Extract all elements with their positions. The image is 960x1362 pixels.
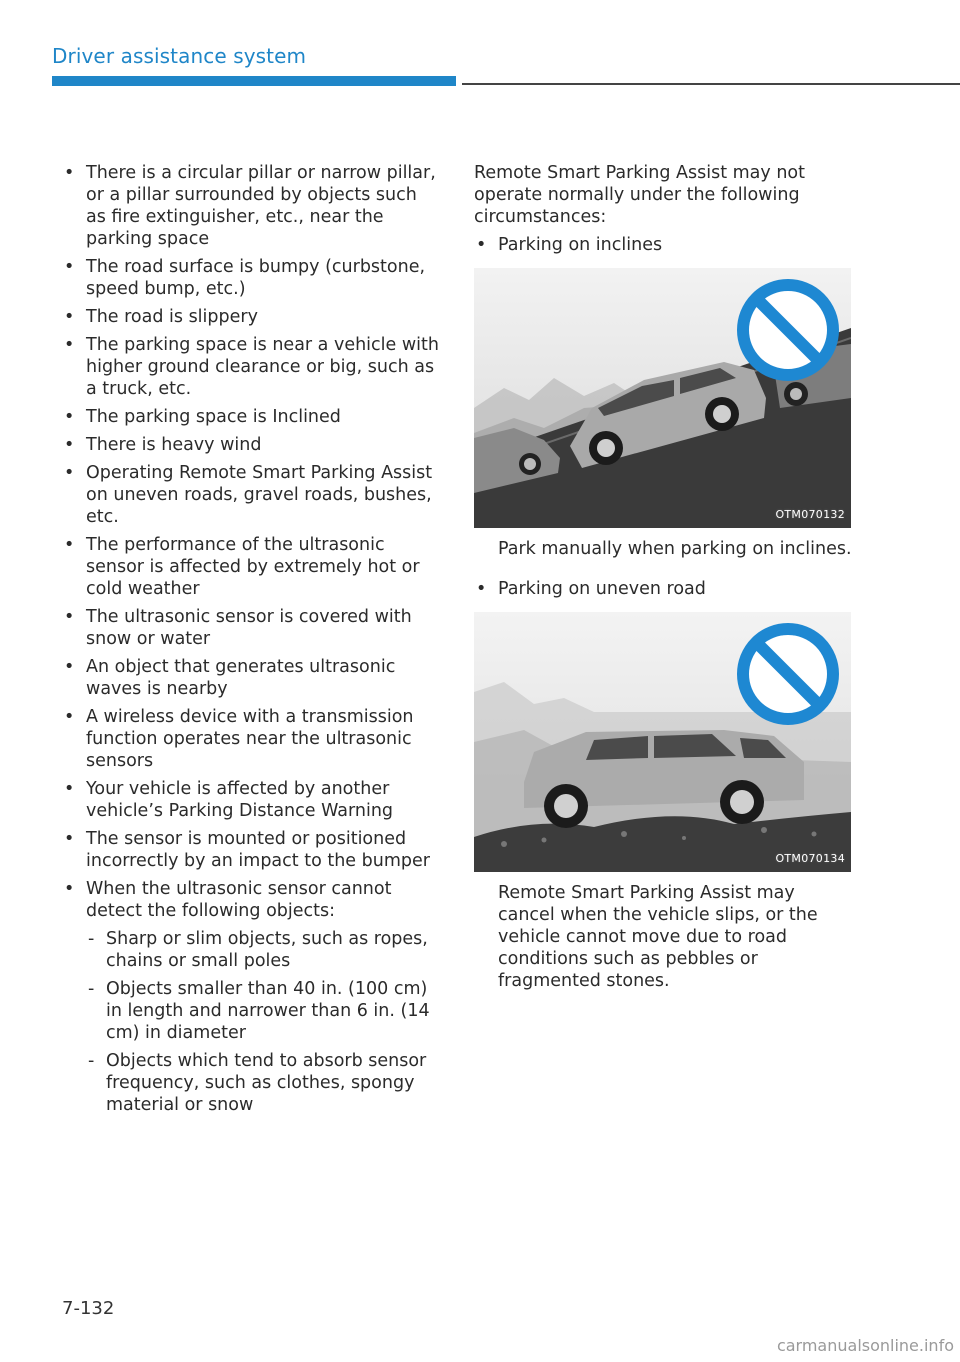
- list-item: • The sensor is mounted or positioned incorrectly by an impact to the bumper: [64, 829, 430, 871]
- prohibition-icon: [742, 284, 834, 376]
- incline-parking-illustration: [474, 268, 851, 528]
- figure-caption: Park manually when parking on inclines.: [498, 539, 852, 559]
- list-item: • Parking on uneven road: [476, 579, 706, 599]
- figure-code: OTM070132: [775, 508, 845, 521]
- dash-icon: -: [88, 1051, 95, 1071]
- incline-scene: [474, 268, 851, 528]
- circumstance-list-2: [474, 578, 854, 600]
- figure-caption: Remote Smart Parking Assist may cancel when the vehicle slips, or the vehicle cannot move due to road conditions such as pebbles or fragmented stones.: [498, 883, 818, 991]
- bullet-icon: •: [64, 257, 75, 277]
- intro-paragraph: Remote Smart Parking Assist may not operate normally under the following circumstances:: [474, 163, 805, 227]
- list-item: • Parking on inclines: [476, 235, 663, 255]
- bullet-icon: •: [64, 607, 75, 627]
- dash-icon: -: [88, 979, 95, 999]
- bullet-icon: •: [64, 463, 75, 483]
- bullet-icon: •: [64, 829, 75, 849]
- bullet-icon: •: [64, 707, 75, 727]
- list-item: • An object that generates ultrasonic waves is nearby: [64, 657, 396, 699]
- right-column: [474, 162, 854, 1010]
- bullet-icon: •: [476, 579, 487, 599]
- sub-list-item: - Objects smaller than 40 in. (100 cm) in length and narrower than 6 in. (14 cm) in diameter: [88, 979, 430, 1043]
- bullet-icon: •: [64, 779, 75, 799]
- sub-list-item: - Sharp or slim objects, such as ropes, chains or small poles: [88, 929, 428, 971]
- sub-list-item: - Objects which tend to absorb sensor frequency, such as clothes, spongy material or snow: [88, 1051, 427, 1115]
- uneven-road-scene: [474, 612, 851, 872]
- list-item: • There is heavy wind: [64, 435, 262, 455]
- uneven-road-illustration: [474, 612, 851, 872]
- bullet-icon: •: [476, 235, 487, 255]
- bullet-icon: •: [64, 163, 75, 183]
- bullet-icon: •: [64, 407, 75, 427]
- header-accent-bar: [52, 76, 456, 86]
- bullet-icon: •: [64, 435, 75, 455]
- bullet-icon: •: [64, 657, 75, 677]
- watermark: carmanualsonline.info: [776, 1336, 954, 1355]
- bullet-icon: •: [64, 335, 75, 355]
- list-item: • Your vehicle is affected by another vehicle’s Parking Distance Warning: [64, 779, 394, 821]
- bullet-icon: •: [64, 879, 75, 899]
- list-item: • When the ultrasonic sensor cannot detect the following objects: - Sharp or slim objects, such as ropes, chains or small poles - Objects smaller than 40 in. (100 cm) in length and narrower than 6 in. (14 cm) in diameter - Objects which tend to absorb sensor frequency, such as clothes, spongy material or snow: [62, 878, 442, 1116]
- bullet-icon: •: [64, 535, 75, 555]
- left-column: [62, 162, 442, 1122]
- prohibition-icon: [742, 628, 834, 720]
- list-item: • The parking space is Inclined: [64, 407, 341, 427]
- condition-list: [62, 162, 442, 1116]
- figure-code: OTM070134: [775, 852, 845, 865]
- header-rule: [462, 83, 960, 85]
- list-item: • The parking space is near a vehicle with higher ground clearance or big, such as a truck, etc.: [64, 335, 439, 399]
- list-item: • The performance of the ultrasonic sensor is affected by extremely hot or cold weather: [64, 535, 420, 599]
- section-title: Driver assistance system: [52, 44, 307, 68]
- circumstance-list-1: [474, 234, 854, 256]
- list-item: • The road is slippery: [64, 307, 258, 327]
- list-item: • The road surface is bumpy (curbstone, speed bump, etc.): [64, 257, 426, 299]
- undetectable-objects-list: [86, 928, 442, 1116]
- list-item: • A wireless device with a transmission function operates near the ultrasonic sensors: [64, 707, 414, 771]
- dash-icon: -: [88, 929, 95, 949]
- list-item: • The ultrasonic sensor is covered with snow or water: [64, 607, 412, 649]
- list-item: • There is a circular pillar or narrow pillar, or a pillar surrounded by objects such as fire extinguisher, etc., near the parking space: [64, 163, 436, 249]
- list-item: • Operating Remote Smart Parking Assist on uneven roads, gravel roads, bushes, etc.: [64, 463, 433, 527]
- page-number: 7-132: [62, 1298, 115, 1319]
- bullet-icon: •: [64, 307, 75, 327]
